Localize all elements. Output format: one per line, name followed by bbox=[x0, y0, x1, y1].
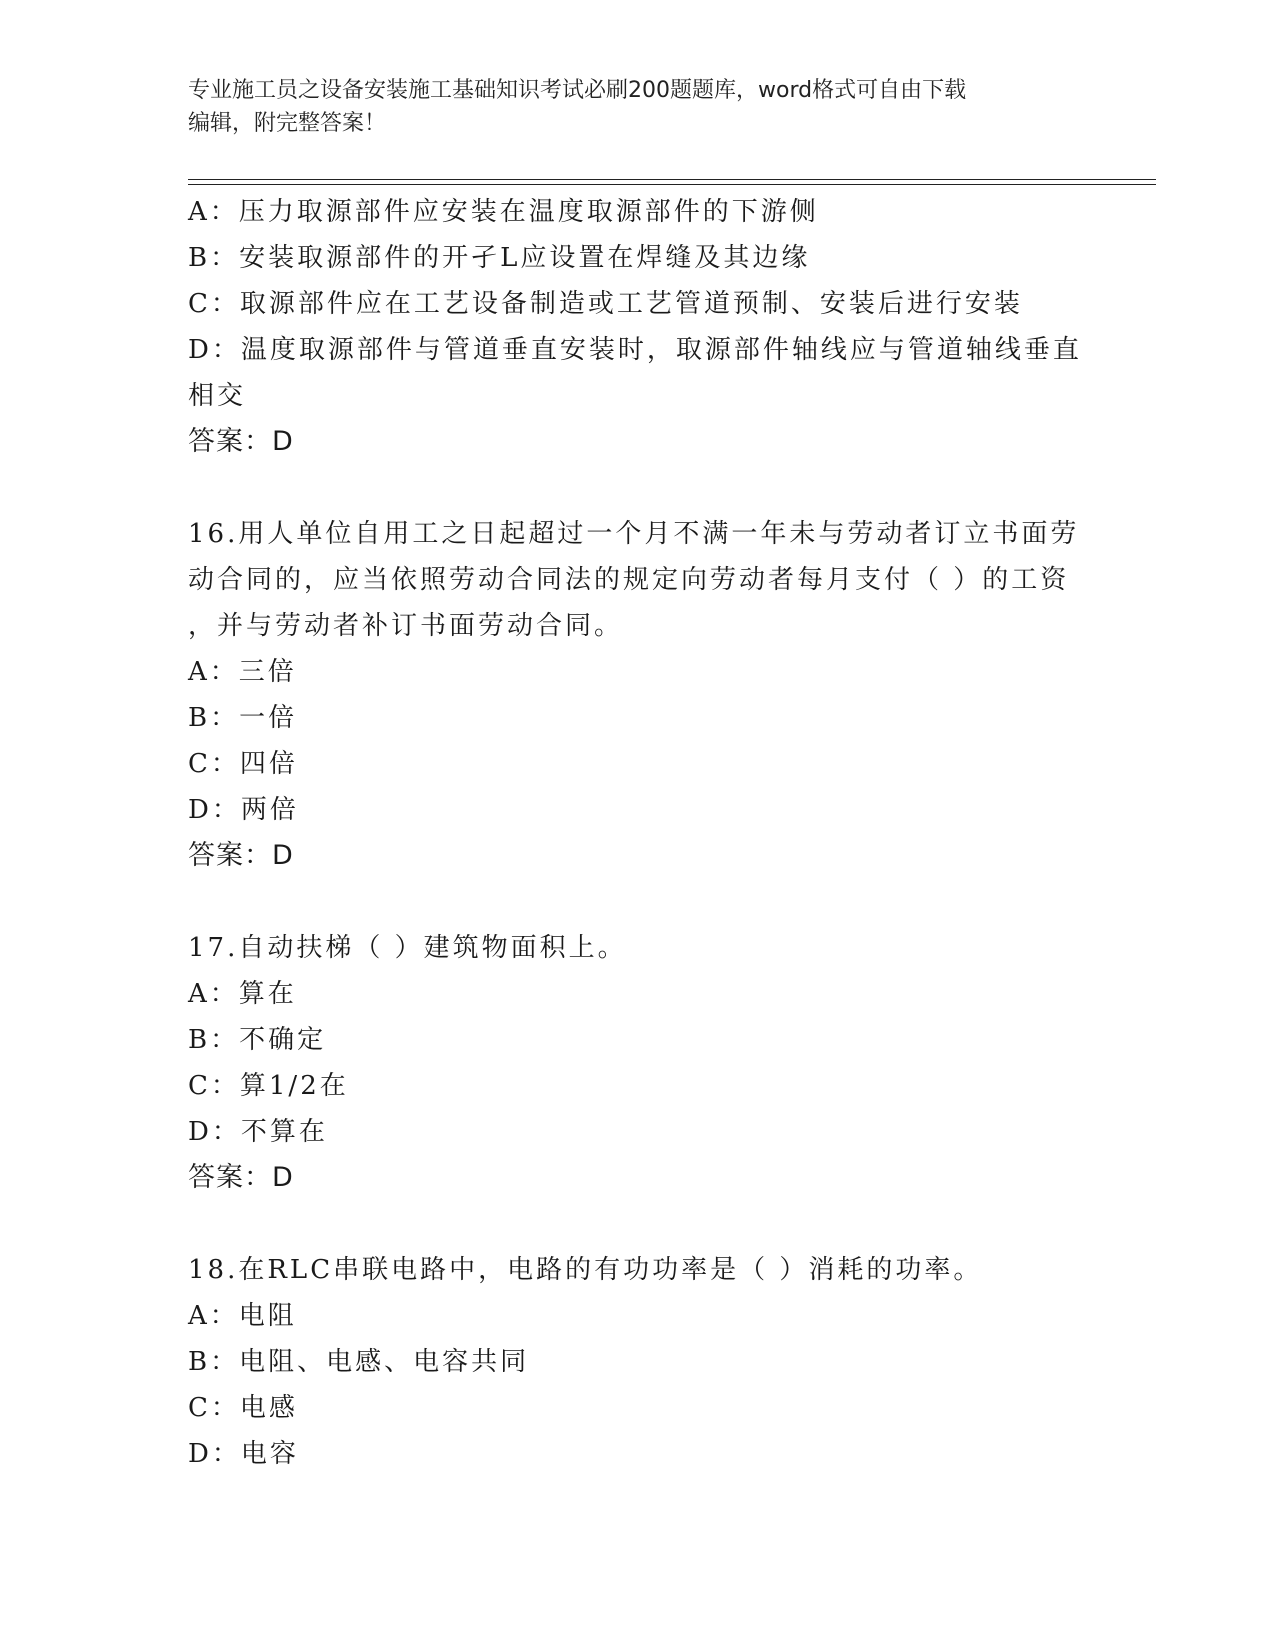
option-a: A：压力取源部件应安装在温度取源部件的下游侧 bbox=[188, 197, 819, 227]
answer-line: 答案：D bbox=[188, 426, 294, 457]
answer-line: 答案：D bbox=[188, 840, 294, 871]
option-d: D：不算在 bbox=[188, 1117, 328, 1147]
option-d-continuation: 相交 bbox=[188, 381, 247, 411]
option-b: B：一倍 bbox=[188, 703, 298, 733]
question-15-block bbox=[188, 189, 1088, 465]
question-16-block bbox=[188, 511, 1088, 879]
header-line-1: 专业施工员之设备安装施工基础知识考试必刷200题题库，word格式可自由下载 bbox=[188, 78, 967, 103]
header-line-2: 编辑，附完整答案！ bbox=[188, 111, 387, 136]
option-d: D：两倍 bbox=[188, 795, 299, 825]
answer-line: 答案：D bbox=[188, 1162, 294, 1193]
header-divider-bottom bbox=[188, 184, 1156, 185]
option-c: C：算1/2在 bbox=[188, 1071, 349, 1101]
option-b: B：安装取源部件的开孑L应设置在焊缝及其边缘 bbox=[188, 243, 811, 273]
question-17-block bbox=[188, 925, 1088, 1201]
option-d: D：温度取源部件与管道垂直安装时，取源部件轴线应与管道轴线垂直 bbox=[188, 335, 1082, 365]
option-a: A：电阻 bbox=[188, 1301, 297, 1331]
question-text-line: 16.用人单位自用工之日起超过一个月不满一年未与劳动者订立书面劳 bbox=[188, 519, 1080, 549]
document-header bbox=[188, 74, 1088, 140]
option-a: A：算在 bbox=[188, 979, 297, 1009]
document-body bbox=[188, 189, 1088, 1477]
question-text-line: 17.自动扶梯（ ）建筑物面积上。 bbox=[188, 933, 627, 963]
option-b: B：电阻、电感、电容共同 bbox=[188, 1347, 530, 1377]
header-divider-top bbox=[188, 179, 1156, 180]
question-text-line: ，并与劳动者补订书面劳动合同。 bbox=[188, 611, 624, 641]
question-18-block bbox=[188, 1247, 1088, 1477]
option-b: B：不确定 bbox=[188, 1025, 327, 1055]
option-c: C：电感 bbox=[188, 1393, 298, 1423]
option-a: A：三倍 bbox=[188, 657, 297, 687]
question-text-line: 动合同的，应当依照劳动合同法的规定向劳动者每月支付（ ）的工资 bbox=[188, 565, 1070, 595]
option-c: C：取源部件应在工艺设备制造或工艺管道预制、安装后进行安装 bbox=[188, 289, 1023, 319]
option-d: D：电容 bbox=[188, 1439, 299, 1469]
question-text-line: 18.在RLC串联电路中，电路的有功功率是（ ）消耗的功率。 bbox=[188, 1255, 983, 1285]
option-c: C：四倍 bbox=[188, 749, 298, 779]
